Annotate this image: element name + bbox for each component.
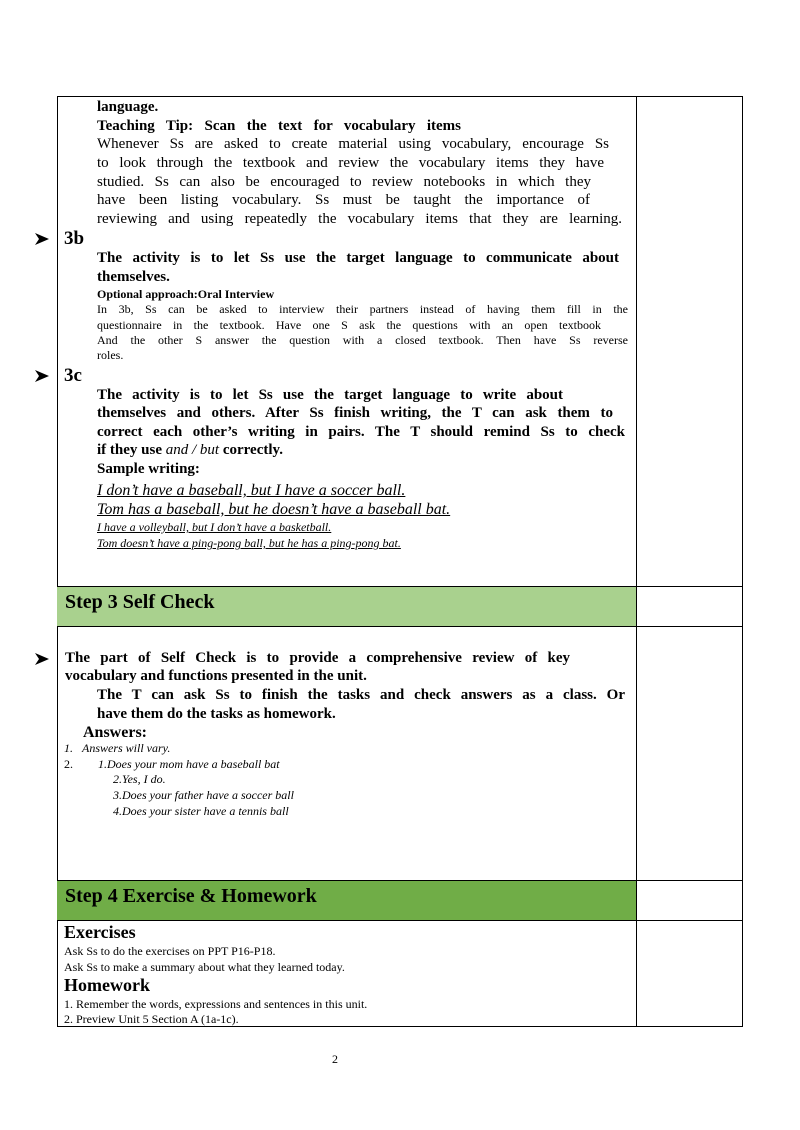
3c-check-suffix: correctly. (219, 442, 283, 458)
homework-line: 1. Remember the words, expressions and sentences in this unit. (64, 997, 368, 1011)
table-right-border (742, 96, 743, 1026)
step4-heading: Step 4 Exercise & Homework (65, 885, 317, 907)
arrowhead-bullet-icon (34, 232, 50, 246)
tip-line: to look through the textbook and review the vocabulary items they have (97, 155, 604, 171)
self-check-intro-line: vocabulary and functions presented in the unit. (65, 668, 367, 684)
3c-purpose-line: correct each other’s writing in pairs. The T should remind Ss to check (97, 424, 625, 440)
row-divider (57, 626, 743, 627)
answer-text: 1.Does your mom have a baseball bat (98, 757, 280, 771)
answer-item (64, 741, 171, 756)
3b-approach-line: roles. (97, 348, 124, 362)
exercises-line: Ask Ss to make a summary about what they learned today. (64, 960, 345, 974)
arrowhead-bullet-icon (34, 652, 50, 666)
tip-line: have been listing vocabulary. Ss must be taught the importance of (97, 192, 590, 208)
tip-line: studied. Ss can also be encouraged to review notebooks in which they (97, 174, 591, 190)
step3-heading: Step 3 Self Check (65, 591, 215, 613)
section-3b-title: 3b (64, 228, 85, 249)
sample-sentence: Tom doesn’t have a ping-pong ball, but he has a ping-pong bat. (97, 536, 401, 550)
homework-title: Homework (64, 975, 150, 995)
answer-text: Answers will vary. (82, 741, 171, 755)
answer-item (64, 757, 280, 772)
sample-sentence: I don’t have a baseball, but I have a soccer ball. (97, 482, 406, 499)
exercises-line: Ask Ss to do the exercises on PPT P16-P18. (64, 944, 276, 958)
3b-purpose-line: themselves. (97, 269, 170, 285)
sample-writing-title: Sample writing: (97, 461, 200, 477)
language-line: language. (97, 99, 159, 115)
arrowhead-bullet-icon (34, 369, 50, 383)
3b-approach-line: questionnaire in the textbook. Have one S ask the questions with an open textbook (97, 318, 601, 332)
step3-heading-band (57, 587, 636, 626)
answer-number: 1. (64, 741, 73, 755)
3c-check-italic: and / but (165, 442, 220, 458)
3c-purpose-line: themselves and others. After Ss finish writing, the T can ask them to (97, 405, 613, 421)
table-middle-border (636, 96, 637, 1026)
3b-approach-line: And the other S answer the question with a closed textbook. Then have Ss reverse (97, 333, 628, 347)
self-check-teacher-line: have them do the tasks as homework. (97, 706, 336, 722)
3c-purpose-line: The activity is to let Ss use the target language to write about (97, 387, 563, 403)
self-check-teacher-line: The T can ask Ss to finish the tasks and check answers as a class. Or (97, 687, 625, 703)
3b-purpose-line: The activity is to let Ss use the target language to communicate about (97, 250, 619, 266)
tip-line: reviewing and using repeatedly the vocabulary items that they are learning. (97, 211, 622, 227)
table-top-border (57, 96, 743, 97)
sample-sentence: Tom has a baseball, but he doesn’t have a baseball bat. (97, 501, 451, 518)
answer-sub-item: 2.Yes, I do. (113, 772, 166, 786)
3c-check-prefix: if they use (97, 442, 166, 458)
step4-heading-band (57, 881, 636, 920)
tip-line: Whenever Ss are asked to create material using vocabulary, encourage Ss (97, 136, 609, 152)
self-check-intro-line: The part of Self Check is to provide a comprehensive review of key (65, 650, 570, 666)
3b-approach-title: Optional approach:Oral Interview (97, 287, 275, 301)
answer-sub-item: 3.Does your father have a soccer ball (113, 788, 294, 802)
3c-check-line (97, 442, 283, 459)
sample-sentence: I have a volleyball, but I don’t have a basketball. (97, 520, 332, 534)
homework-line: 2. Preview Unit 5 Section A (1a-1c). (64, 1012, 239, 1026)
answer-number: 2. (64, 757, 73, 771)
answers-title: Answers: (83, 724, 147, 741)
exercises-title: Exercises (64, 922, 136, 942)
teaching-tip-title: Teaching Tip: Scan the text for vocabulary items (97, 118, 461, 134)
row-divider (57, 920, 743, 921)
answer-sub-item: 4.Does your sister have a tennis ball (113, 804, 289, 818)
3b-approach-line: In 3b, Ss can be asked to interview their partners instead of having them fill in the (97, 302, 628, 316)
page-number: 2 (332, 1052, 338, 1066)
section-3c-title: 3c (64, 365, 82, 386)
